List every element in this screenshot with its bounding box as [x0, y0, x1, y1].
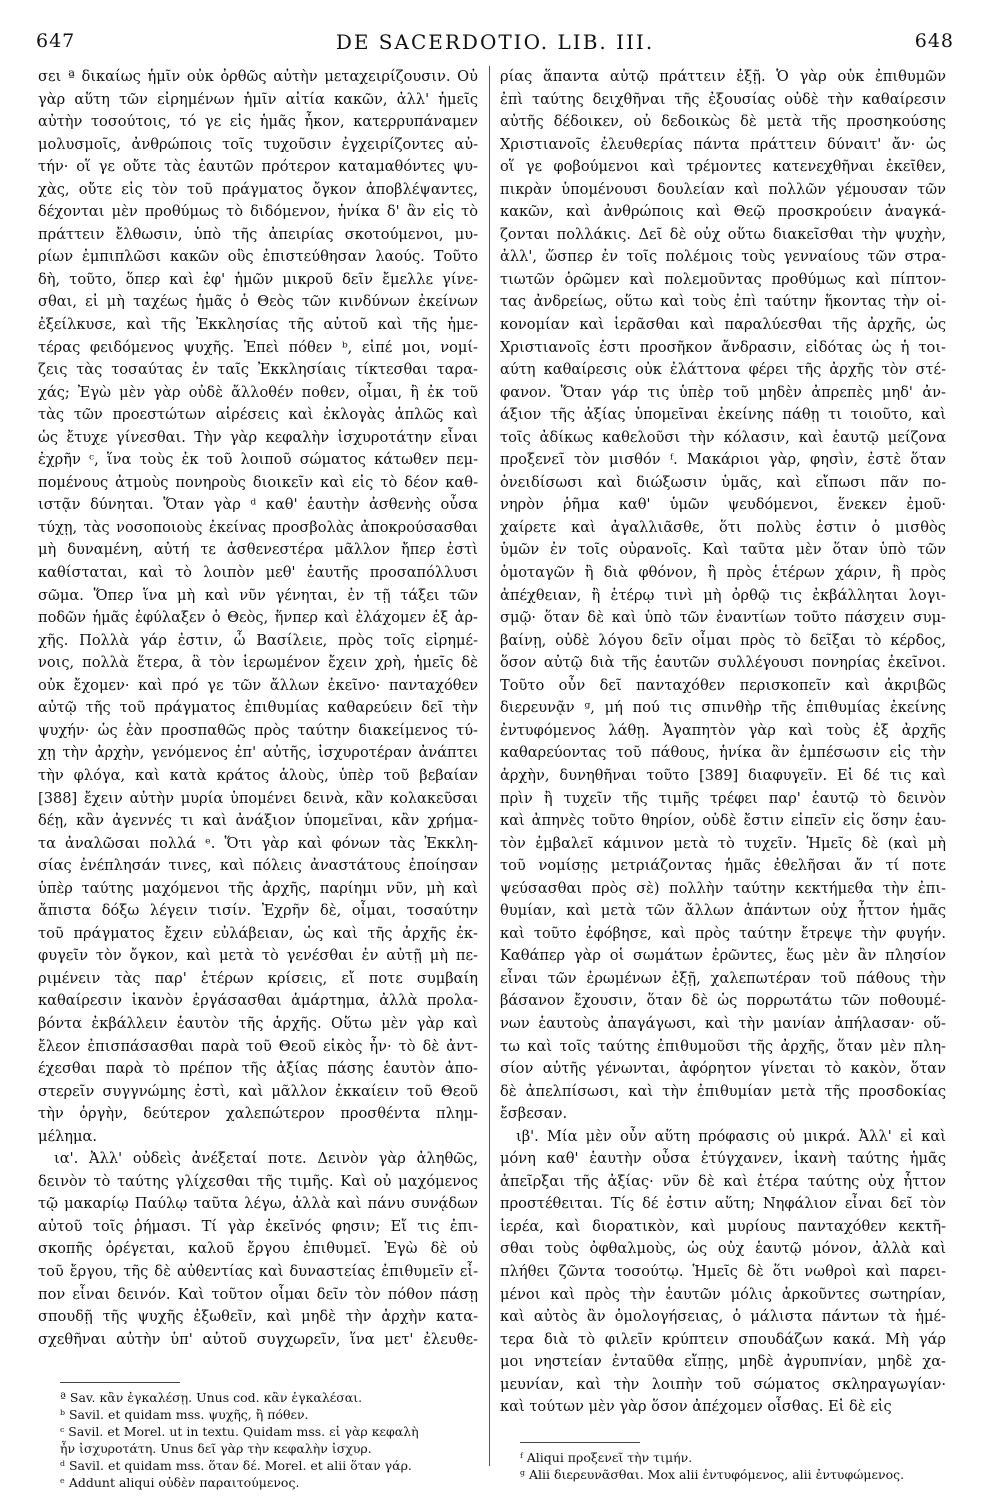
text-line: τὴν φλόγα, καὶ κατὰ κράτος ἁλοὺς, ὑπὲρ τοῦ βεβαίαν	[38, 766, 478, 784]
text-line: μένοι καὶ πρὸς τὴν ἑαυτῶν μόλις ἀρκοῦντες σωτηρίαν,	[500, 1285, 946, 1303]
text-line: ψυχήν· ὡς ἐὰν προσπαθῶς πρὸς ταύτην διακείμενος τύ-	[38, 721, 478, 739]
text-line: πικρὰν ὑπομένουσι δουλείαν καὶ πολλῶν γέμουσαν τῶν	[500, 180, 946, 198]
text-line: θυμίαν, καὶ μετὰ τῶν ἄλλων ἁπάντων οὐχ ἧττον ἡμᾶς	[500, 902, 946, 920]
text-line: [388] ἔχειν αὐτὴν μυρία ὑπομένει δεινὰ, κἂν κολακεῦσαι	[38, 789, 478, 807]
text-line: δέχονται μὲν προθύμως τὸ διδόμενον, ἡνίκα δ' ἂν εἰς τὸ	[38, 203, 478, 221]
text-line: Χριστιανοῖς ἐστι προσῆκον ἄνδρασιν, εἰδότας ὡς ἡ τοι-	[500, 338, 946, 356]
text-line: αὐτῆς δέδοικεν, οὐ δεδοικὼς δὲ μετὰ τῆς προσηκούσης	[500, 113, 946, 131]
text-line: νων ἑαυτοὺς ἀπαγάγωσι, καὶ τὴν μανίαν ἀπήλασαν· οὕ-	[500, 1014, 946, 1032]
text-line: δεινὸν τὸ ταύτης γλίχεσθαι τῆς τιμῆς. Καὶ οὐ μαχόμενος	[38, 1172, 478, 1190]
footnote-line: ª Sav. κἂν ἐγκαλέσῃ. Unus cod. κἂν ἐγκαλέσαι.	[60, 1390, 363, 1405]
footnote-rule	[60, 1382, 180, 1383]
text-line: χῆς. Πολλὰ γάρ ἐστιν, ὦ Βασίλειε, πρὸς τοῖς εἰρημέ-	[38, 631, 478, 649]
text-line: αὐτοῦ τοῖς ῥήμασι. Τί γὰρ ἐκεῖνός φησιν; Εἴ τις ἐπι-	[38, 1217, 478, 1235]
text-line: πον εἶναι δεινόν. Καὶ τοῦτον οἶμαι δεῖν τὸν πόθον πάσῃ	[38, 1285, 478, 1303]
text-line: ὑμῶν ἐν τοῖς οὐρανοῖς. Καὶ ταῦτα μὲν ὅταν ὑπὸ τῶν	[500, 541, 946, 559]
text-line: ἐπὶ ταύτης δειχθῆναι τῆς ἐξουσίας οὐδὲ τὴν καθαίρεσιν	[500, 90, 946, 108]
text-line: τα ἀναλῶσαι πολλά ᵉ. Ὅτι γὰρ καὶ φόνων τὰς Ἐκκλη-	[38, 834, 478, 852]
right-column	[500, 66, 946, 1419]
text-line: στερεῖν συγγνώμης ἐστὶ, καὶ μᾶλλον ἐκκαίειν τοῦ Θεοῦ	[38, 1082, 478, 1100]
text-line: τὴν ὀργὴν, δεύτερον χαλεπώτερον προσθέντα πλημ-	[38, 1105, 478, 1123]
text-line: νηρὸν ῥῆμα καθ' ὑμῶν ψευδόμενοι, ἕνεκεν ἐμοῦ·	[500, 496, 946, 514]
text-line: ἀλλ', ὥσπερ ἐν τοῖς πολέμοις τοὺς γενναίους τῶν στρα-	[500, 248, 946, 266]
footnote-line: ᵍ Alii διερευνᾶσθαι. Mox alii ἐντυφόμενος, alii ἐντυφώμενος.	[520, 1467, 905, 1482]
text-line: αύτη καθαίρεσις οὐκ ἐλάττονα φέρει τῆς ἀρχῆς τὸν στέ-	[500, 361, 946, 379]
text-line: ἐντυφόμενος λάθῃ. Ἀγαπητὸν γὰρ καὶ τοὺς ἐξ ἀρχῆς	[500, 721, 946, 739]
text-line: βαίνῃ, οὐδὲ λόγου δεῖν οἶμαι πρὸς τὸ δεῖξαι τὸ κέρδος,	[500, 631, 946, 649]
text-line: ρίας ἅπαντα αὐτῷ πράττειν ἐξῇ. Ὁ γὰρ οὐκ ἐπιθυμῶν	[500, 68, 946, 85]
text-line: ὀνειδίσωσι καὶ διώξωσιν ὑμᾶς, καὶ εἴπωσι πᾶν πο-	[500, 473, 946, 491]
text-line: καὶ τοῦτο ἐφόβησε, καὶ πρὸς ταύτην ἔτρεψε τὴν φυγήν.	[500, 924, 946, 942]
footnotes-right	[520, 1442, 950, 1483]
left-page-number: 647	[36, 30, 76, 52]
text-line: ιστᾷν δύνηται. Ὅταν γὰρ ᵈ καθ' ἑαυτὴν ἀσθενὴς οὖσα	[38, 496, 478, 514]
text-line: ριμένειν τὰς παρ' ἑτέρων κρίσεις, εἴ ποτε συμβαίη	[38, 969, 478, 987]
text-line: φυγεῖν τὸν ὄγκον, καὶ μετὰ τὸ γενέσθαι ἐν αὐτῇ μὴ πε-	[38, 947, 478, 965]
text-line: πομένους ἀτμοὺς πονηροὺς διοικεῖν καὶ εἰς τὸ δέον καθ-	[38, 473, 478, 491]
text-line: αὐτῷ τῆς τοῦ πράγματος ἐπιθυμίας καθαρεύειν δεῖ τὴν	[38, 699, 478, 717]
text-line: μόνη καθ' ἑαυτὴν οὖσα ἐτύγχανεν, ἱκανὴ ταύτης ἡμᾶς	[500, 1150, 946, 1168]
page-header	[36, 30, 954, 60]
text-line: Χριστιανοῖς ἐλευθερίας πάντα πράττειν δύναιτ' ἄν· ὡς	[500, 135, 946, 153]
text-line: πρὶν ἢ τυχεῖν τῆς τιμῆς τρέφει παρ' ἑαυτῷ τὸ δεινὸν	[500, 789, 946, 807]
running-title: DE SACERDOTIO. LIB. III.	[335, 30, 655, 54]
footnote-line: ᵇ Savil. et quidam mss. ψυχῆς, ἢ πόθεν.	[60, 1407, 309, 1422]
text-line: τήν· οἵ γε οὔτε τὰς ἑαυτῶν πρότερον καταμαθόντες ψυ-	[38, 158, 478, 176]
text-line: προξενεῖ τὸν μισθόν ᶠ. Μακάριοι γὰρ, φησὶν, ἐστὲ ὅταν	[500, 451, 946, 469]
text-line: ζονται πολλάκις. Δεῖ δὲ οὐχ οὕτω διακεῖσθαι τὴν ψυχὴν,	[500, 225, 946, 243]
text-line: ἀπέχθειαν, ἢ ἑτέρῳ τινὶ μὴ ὀρθῷ τις ἐκβάλληται λογι-	[500, 586, 946, 604]
text-line: ἀπεῖρξαι τῆς ἀξίας· νῦν δὲ καὶ ἑτέρα ταύτης οὐχ ἧττον	[500, 1172, 946, 1190]
text-line: φανον. Ὅταν γάρ τις ὑπὲρ τοῦ μηδὲν ἀπρεπὲς μηδ' ἀν-	[500, 383, 946, 401]
text-line: ἔλεον ἐπισπάσασθαι παρὰ τοῦ Θεοῦ εἰκὸς ἦν· τὸ δὲ ἀντ-	[38, 1037, 478, 1055]
text-line: τερα διὰ τὸ φιλεῖν κρύπτειν σπουδάζων κακά. Μὴ γάρ	[500, 1330, 946, 1348]
text-line: ἐχρῆν ᶜ, ἵνα τοὺς ἐκ τοῦ λοιποῦ σώματος κάτωθεν πεμ-	[38, 451, 478, 469]
text-line: ψεύσασθαι πρὸς σὲ) πολλὴν ταύτην κεκτήμεθα τὴν ἐπι-	[500, 879, 946, 897]
text-line: πλήθει ζῶντα τοσούτῳ. Ἡμεῖς δὲ ὅτι νωθροὶ καὶ παρει-	[500, 1262, 946, 1280]
footnote-line: ᶜ Savil. et Morel. ut in textu. Quidam mss. εἰ γὰρ κεφαλὴ	[60, 1424, 419, 1439]
text-line: ρίων ἐμπιπλῶσι κακῶν οὓς ἐπιστεύθησαν λαούς. Τοῦτο	[38, 248, 478, 266]
text-line: οἵ γε φοβούμενοι καὶ τρέμοντες κατενεχθῆναι ἐκεῖθεν,	[500, 158, 946, 176]
text-line: μευνίαν, καὶ τὴν λοιπὴν τοῦ σώματος σκληραγωγίαν·	[500, 1375, 946, 1393]
text-line: καθαρεύοντας τοῦ πάθους, ἡνίκα ἂν ἐμπέσωσιν εἰς τὴν	[500, 744, 946, 762]
text-line: ἄπιστα δόξω λέγειν τισίν. Ἐχρῆν δὲ, οἶμαι, τοσαύτην	[38, 902, 478, 920]
text-line: σίον αὐτῆς γένωνται, ἀφόρητον γίνεται τὸ κακὸν, ὅταν	[500, 1060, 946, 1078]
footnote-rule	[520, 1442, 640, 1443]
footnote-line: ᵈ Savil. et quidam mss. ὅταν δέ. Morel. et alii ὅταν γάρ.	[60, 1458, 412, 1473]
text-line: ιβ'. Μία μὲν οὖν αὕτη πρόφασις οὐ μικρά. Ἀλλ' εἰ καὶ	[516, 1127, 946, 1145]
text-line: δὴ, τοῦτο, ὅπερ καὶ ἐφ' ἡμῶν μικροῦ δεῖν ἔμελλε γίνε-	[38, 270, 478, 288]
text-line: ὡς ἔτυχε γίνεσθαι. Τὴν γὰρ κεφαλὴν ἰσχυροτάτην εἶναι	[38, 428, 478, 446]
footnote-line: ᶠ Aliqui προξενεῖ τὴν τιμήν.	[520, 1450, 693, 1465]
text-line: καὶ αὐτὸς ἂν ὁμολογήσειας, ὁ μάλιστα πάντων τὰ ἡμέ-	[500, 1308, 946, 1326]
text-line: οὐκ ἔχομεν· καὶ πρό γε τῶν ἄλλων ἐκεῖνο· πανταχόθεν	[38, 676, 478, 694]
text-line: κακῶν, καὶ ἀνθρώποις καὶ Θεῷ προσκρούειν ἀναγκά-	[500, 203, 946, 221]
right-page-number: 648	[914, 30, 954, 52]
text-line: σει ª δικαίως ἡμῖν οὐκ ὀρθῶς αὐτὴν μεταχειρίζουσιν. Οὐ	[38, 68, 478, 85]
text-line: σμῷ· ὅταν δὲ καὶ ὑπὸ τῶν ἐναντίων τοῦτο πάσχειν συμ-	[500, 609, 946, 627]
text-line: τέρας φειδόμενος ψυχῆς. Ἐπεὶ πόθεν ᵇ, εἰπέ μοι, νομί-	[38, 338, 478, 356]
text-line: έχεσθαι παρὰ τὸ πρέπον τῆς ἀξίας πάσης ἑαυτὸν ἀπο-	[38, 1060, 478, 1078]
text-line: βόντα ἐκβάλλειν ἑαυτὸν τῆς ἀρχῆς. Οὕτω μὲν γὰρ καὶ	[38, 1014, 478, 1032]
text-line: ὅσον αὐτῷ διὰ τῆς ἑαυτῶν συλλέγουσι πονηρίας ἐκεῖνοι.	[500, 654, 946, 672]
text-line: τιωτῶν ὁρῶμεν καὶ πολεμοῦντας προθύμως καὶ πίπτον-	[500, 270, 946, 288]
text-line: μέλημα.	[38, 1127, 98, 1145]
text-line: ἀρχὴν, δυνηθῆναι τοῦτο [389] διαφυγεῖν. Εἰ δέ τις καὶ	[500, 766, 946, 784]
text-line: τῷ μακαρίῳ Παύλῳ ταῦτα λέγω, ἀλλὰ καὶ πάνυ συνᾴδων	[38, 1195, 478, 1213]
text-line: σθαι τοὺς ὀφθαλμοὺς, ὡς οὐχ ἑαυτῷ μόνον, ἀλλὰ καὶ	[500, 1240, 946, 1258]
text-line: ια'. Ἀλλ' οὐδεὶς ἀνέξεταί ποτε. Δεινὸν γὰρ ἀληθῶς,	[54, 1150, 478, 1168]
text-line: σκοπῆς ὀρέγεται, καλοῦ ἔργου ἐπιθυμεῖ. Ἐγὼ δὲ οὐ	[38, 1240, 478, 1258]
text-line: χάς; Ἐγὼ μὲν γὰρ οὐδὲ ἄλλοθέν ποθεν, οἶμαι, ἢ ἐκ τοῦ	[38, 383, 478, 401]
text-line: σῶμα. Ὅπερ ἵνα μὴ καὶ νῦν γένηται, ἐν τῇ τάξει τῶν	[38, 586, 478, 604]
text-line: ἐξείλκυσε, καὶ τῆς Ἐκκλησίας τῆς αὐτοῦ καὶ τῆς ἡμε-	[38, 316, 478, 334]
text-line: σπουδῇ τῆς ψυχῆς ἐξωθεῖν, καὶ μηδὲ τὴν ἀρχὴν κατα-	[38, 1308, 478, 1326]
text-line: διερευνᾷν ᵍ, μή πού τις σπινθὴρ τῆς ἐπιθυμίας ἐκείνης	[500, 699, 946, 717]
text-line: καθαίρεσιν ἱκανὸν ἐργάσασθαι ἁμάρτημα, ἀλλὰ προλα-	[38, 992, 478, 1010]
text-line: άξιον τῆς ἀξίας ὑπομεῖναι ἐκείνης πάθῃ τι τοιοῦτο, καὶ	[500, 406, 946, 424]
text-line: τοῦ ἔργου, τῆς δὲ αὐθεντίας καὶ δυναστείας ἐπιθυμεῖν εἶ-	[38, 1262, 478, 1280]
text-line: ποδῶν ἡμᾶς ἐφύλαξεν ὁ Θεὸς, ἥνπερ καὶ ἐλάχομεν ἐξ ἀρ-	[38, 609, 478, 627]
footnotes-left	[60, 1382, 480, 1491]
text-line: τὰς τῶν προεστώτων αἱρέσεις καὶ ἐκλογὰς ἁπλῶς καὶ	[38, 406, 478, 424]
text-line: τοῦ πράγματος ἔχειν εὐλάβειαν, ὡς καὶ τῆς ἀρχῆς ἐκ-	[38, 924, 478, 942]
column-divider	[489, 66, 490, 1466]
left-column	[38, 66, 478, 1351]
footnote-line: ἦν ἰσχυροτάτη. Unus δεῖ γὰρ τὴν κεφαλὴν ἰσχυρ.	[60, 1441, 372, 1456]
text-line: προστέθειται. Τίς δέ ἐστιν αὕτη; Νηφάλιον εἶναι δεῖ τὸν	[500, 1195, 946, 1213]
text-line: ὑπὲρ ταύτης μαχόμενοι τῆς ἀρχῆς, παρίημι νῦν, μὴ καὶ	[38, 879, 478, 897]
text-line: ἱερέα, καὶ διορατικὸν, καὶ μυρίους πανταχόθεν κεκτῆ-	[500, 1217, 946, 1235]
text-line: σχεθῆναι αὐτὴν ὑπ' αὐτοῦ συγχωρεῖν, ἵνα μετ' ἐλευθε-	[38, 1330, 478, 1348]
text-line: κονομίαν καὶ ἱερᾶσθαι καὶ παραλύεσθαι τῆς ἀρχῆς, ὡς	[500, 316, 946, 334]
text-line: δέῃ, κἂν ἀγεννές τι καὶ ἀνάξιον ὑπομεῖναι, κἂν χρήμα-	[38, 812, 478, 830]
text-line: καθίσταται, καὶ τὸ λοιπὸν μεθ' ἑαυτῆς προσαπόλλυσι	[38, 564, 478, 582]
text-line: καὶ ἀπηνὲς τοῦτο θηρίον, οὐδὲ ἔστιν εἰπεῖν εἰς ὅσην ἑαυ-	[500, 812, 946, 830]
text-line: νοις, πολλὰ ἕτερα, ἃ τὸν ἱερωμένον ἔχειν χρὴ, ἡμεῖς δὲ	[38, 654, 478, 672]
text-line: τοῖς ἀδίκως καθελοῦσι τὴν κόλασιν, καὶ ἑαυτῷ μείζονα	[500, 428, 946, 446]
text-line: μολυσμοῖς, ἀνθρώποις τοῖς τυχοῦσιν ἐγχειρίζοντες αὐ-	[38, 135, 478, 153]
text-line: χῃ τὴν ἀρχὴν, γενόμενος ἐπ' αὐτῆς, ἰσχυροτέραν ἀνάπτει	[38, 744, 478, 762]
text-line: δὲ ἀπελπίσωσι, καὶ τὴν ἐπιθυμίαν μετὰ τῆς προσδοκίας	[500, 1082, 946, 1100]
text-line: χαίρετε καὶ ἀγαλλιᾶσθε, ὅτι πολὺς ἐστιν ὁ μισθὸς	[500, 518, 946, 536]
text-line: ζεις τὰς τοσαύτας ἐν ταῖς Ἐκκλησίαις τίκτεσθαι ταρα-	[38, 361, 478, 379]
text-line: βάσανον ἔχουσιν, ὅταν δὲ ὡς πορρωτάτω τῶν ποθουμέ-	[500, 992, 946, 1010]
text-line: πράττειν ἔλθωσιν, ὑπὸ τῆς ἀπειρίας σκοτούμενοι, μυ-	[38, 225, 478, 243]
text-line: τοῦ νομίσῃς μετριάζοντας ἡμᾶς ἐθελῆσαι ἄν τί ποτε	[500, 857, 946, 875]
text-line: αὐτὴν τοσούτοις, τό γε εἰς ἡμᾶς ἧκον, κατερρυπάναμεν	[38, 113, 478, 131]
text-line: τω καὶ τοῖς ταύτης ἐπιθυμοῦσι τῆς ἀρχῆς, ὅταν μὲν πλη-	[500, 1037, 946, 1055]
text-line: χὰς, οὔτε εἰς τὸν τοῦ πράγματος ὄγκον ἀποβλέψαντες,	[38, 180, 478, 198]
text-line: σθαι, εἰ μὴ ταχέως ἡμᾶς ὁ Θεὸς τῶν κινδύνων ἐκείνων	[38, 293, 478, 311]
text-line: μὴ δυναμένη, αὐτή τε ἀσθενεστέρα μᾶλλον ἤπερ ἐστὶ	[38, 541, 478, 559]
text-line: γὰρ αὕτη τῶν εἰρημένων ἡμῖν αἰτία κακῶν, ἀλλ' ἡμεῖς	[38, 90, 478, 108]
text-line: σίας ἐνέπλησάν τινες, καὶ πόλεις ἀναστάτους ἐποίησαν	[38, 857, 478, 875]
text-line: μοι νηστείαν ἐνταῦθα εἴπῃς, μηδὲ ἀγρυπνίαν, μηδὲ χα-	[500, 1353, 946, 1371]
text-line: εἶναι τῶν ἐρωμένων ἐξῇ, χαλεπωτέραν τοῦ πάθους τὴν	[500, 969, 946, 987]
text-line: Τοῦτο οὖν δεῖ πανταχόθεν περισκοπεῖν καὶ ἀκριβῶς	[500, 676, 946, 694]
text-line: καὶ τούτων μὲν γὰρ ὅσον ἀπέχομεν οἶσθας. Εἰ δὲ εἰς	[500, 1398, 892, 1416]
text-line: τας ἀνδρείως, οὕτω καὶ τοὺς ἐπὶ ταύτην ἥκοντας τὴν οἰ-	[500, 293, 946, 311]
footnote-line: ᵉ Addunt aliqui οὐδὲν παραιτούμενος.	[60, 1475, 300, 1490]
text-line: ἔσβεσαν.	[500, 1105, 568, 1123]
text-line: τὸν ἐμβαλεῖ κάμινον μετὰ τὸ τυχεῖν. Ἡμεῖς δὲ (καὶ μὴ	[500, 834, 946, 852]
text-line: ὁμοταγῶν ἢ διὰ φθόνον, ἢ πρὸς ἑτέρων χάριν, ἢ πρὸς	[500, 564, 946, 582]
text-line: τύχῃ, τὰς νοσοποιοὺς ἐκείνας προσβολὰς ἀποκρούσασθαι	[38, 518, 478, 536]
text-line: Καθάπερ γὰρ οἱ σωμάτων ἐρῶντες, ἕως μὲν ἂν πλησίον	[500, 947, 946, 965]
